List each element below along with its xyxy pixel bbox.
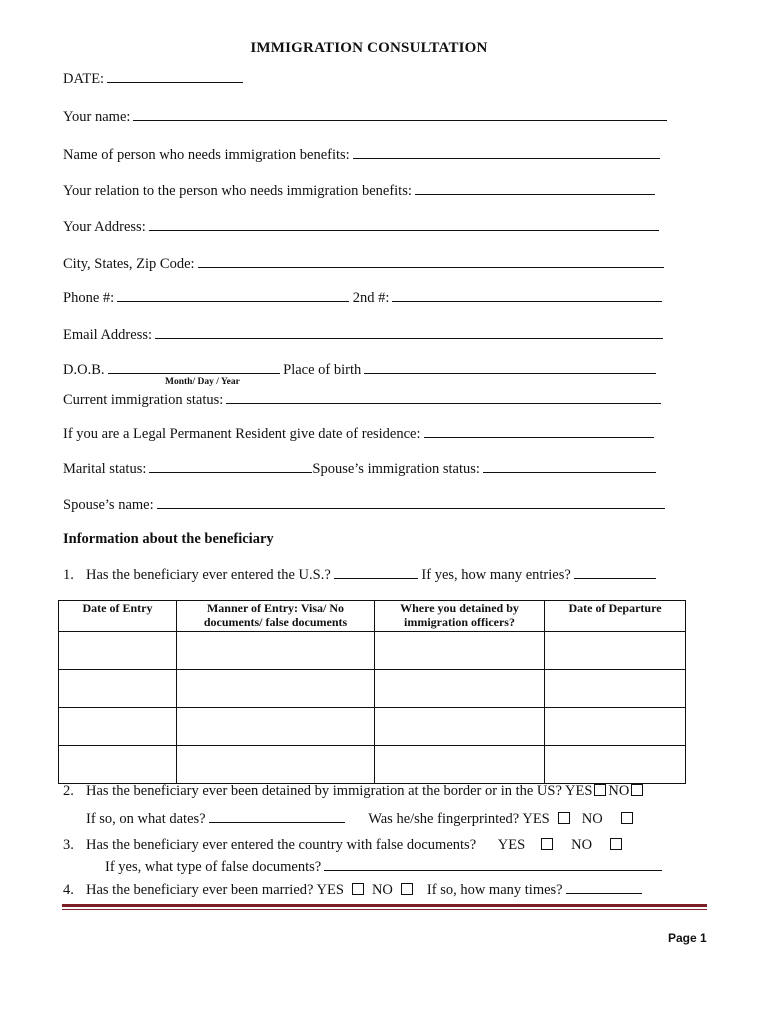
- q2-text: Has the beneficiary ever been detained by immigration at the border or in the US?: [86, 783, 562, 799]
- table-cell[interactable]: [545, 632, 686, 670]
- q3-no-label: NO: [571, 837, 593, 853]
- q4-number: 4.: [63, 882, 74, 898]
- col-date-of-departure: Date of Departure: [545, 601, 686, 632]
- table-cell[interactable]: [177, 746, 375, 784]
- table-cell[interactable]: [177, 632, 375, 670]
- table-cell[interactable]: [375, 632, 545, 670]
- q2-fp-no-label: NO: [581, 811, 603, 827]
- q4-text: Has the beneficiary ever been married?: [86, 882, 314, 898]
- question-4: [63, 881, 642, 899]
- q4-times-field[interactable]: [566, 881, 642, 894]
- q4-no-label: NO: [371, 882, 393, 898]
- address-field[interactable]: [149, 218, 659, 231]
- question-3: [63, 837, 624, 854]
- q3-no-checkbox[interactable]: [610, 838, 622, 850]
- page-number: Page 1: [668, 931, 707, 945]
- q2-number: 2.: [63, 783, 74, 799]
- dob-hint: Month/ Day / Year: [165, 377, 240, 387]
- place-of-birth-field[interactable]: [364, 361, 656, 374]
- q4-yes-label: YES: [316, 882, 344, 898]
- table-cell[interactable]: [59, 746, 177, 784]
- beneficiary-name-label: Name of person who needs immigration benefits:: [63, 147, 350, 163]
- place-of-birth-label: Place of birth: [283, 362, 362, 378]
- col-manner-of-entry: Manner of Entry: Visa/ No documents/ false documents: [177, 601, 375, 632]
- q2-fingerprint-label: Was he/she fingerprinted?: [368, 811, 520, 827]
- q4-no-checkbox[interactable]: [401, 883, 413, 895]
- table-cell[interactable]: [59, 670, 177, 708]
- section-title: Information about the beneficiary: [63, 531, 274, 547]
- marital-row: [63, 460, 656, 478]
- q2-yes-label: YES: [565, 783, 593, 799]
- beneficiary-name-field[interactable]: [353, 146, 660, 159]
- city-field[interactable]: [198, 255, 664, 268]
- dob-row: [63, 361, 656, 379]
- q1-field[interactable]: [334, 566, 418, 579]
- table-header-row: [59, 601, 686, 632]
- current-status-row: [63, 391, 661, 409]
- footer-rule-thin: [62, 909, 707, 910]
- address-row: [63, 218, 659, 236]
- q2-dates-field[interactable]: [209, 810, 345, 823]
- question-2-followup: [86, 810, 635, 828]
- question-2: [63, 783, 645, 800]
- current-status-label: Current immigration status:: [63, 392, 224, 408]
- lpr-label: If you are a Legal Permanent Resident give date of residence:: [63, 426, 421, 442]
- q1-entries-field[interactable]: [574, 566, 656, 579]
- q3-text: Has the beneficiary ever entered the country with false documents?: [86, 837, 477, 853]
- q4-times-label: If so, how many times?: [426, 882, 563, 898]
- table-row: [59, 746, 686, 784]
- table-cell[interactable]: [375, 708, 545, 746]
- table-row: [59, 708, 686, 746]
- lpr-row: [63, 425, 654, 443]
- question-3-followup: [105, 858, 662, 876]
- relation-field[interactable]: [415, 182, 655, 195]
- phone-row: [63, 289, 662, 307]
- spouse-name-label: Spouse’s name:: [63, 497, 154, 513]
- dob-label: D.O.B.: [63, 362, 105, 378]
- q1-text: Has the beneficiary ever entered the U.S.?: [86, 567, 331, 583]
- question-1: [63, 566, 656, 584]
- table-row: [59, 632, 686, 670]
- q3-yes-label: YES: [497, 837, 526, 853]
- entries-table: [58, 600, 686, 784]
- q4-yes-checkbox[interactable]: [352, 883, 364, 895]
- spouse-status-field[interactable]: [483, 460, 656, 473]
- your-name-row: [63, 108, 667, 126]
- email-label: Email Address:: [63, 327, 153, 343]
- date-row: [63, 70, 243, 88]
- spouse-name-field[interactable]: [157, 496, 665, 509]
- q2-no-checkbox[interactable]: [631, 784, 643, 796]
- relation-row: [63, 182, 655, 200]
- q3-number: 3.: [63, 837, 74, 853]
- table-cell[interactable]: [375, 670, 545, 708]
- dob-field[interactable]: [108, 361, 280, 374]
- q2-fp-yes-checkbox[interactable]: [558, 812, 570, 824]
- q2-dates-label: If so, on what dates?: [86, 811, 206, 827]
- q3-yes-checkbox[interactable]: [541, 838, 553, 850]
- table-cell[interactable]: [59, 632, 177, 670]
- q1-followup: If yes, how many entries?: [421, 567, 571, 583]
- city-label: City, States, Zip Code:: [63, 256, 195, 272]
- col-date-of-entry: Date of Entry: [59, 601, 177, 632]
- lpr-field[interactable]: [424, 425, 654, 438]
- table-cell[interactable]: [545, 746, 686, 784]
- table-cell[interactable]: [177, 708, 375, 746]
- col-detained: Where you detained by immigration officers?: [375, 601, 545, 632]
- q2-fp-no-checkbox[interactable]: [621, 812, 633, 824]
- q3-type-label: If yes, what type of false documents?: [105, 859, 322, 875]
- table-row: [59, 670, 686, 708]
- relation-label: Your relation to the person who needs immigration benefits:: [63, 183, 412, 199]
- phone-label: Phone #:: [63, 290, 115, 306]
- phone-field[interactable]: [117, 289, 349, 302]
- q3-type-field[interactable]: [324, 858, 662, 871]
- email-row: [63, 326, 663, 344]
- table-cell[interactable]: [177, 670, 375, 708]
- email-field[interactable]: [155, 326, 663, 339]
- page-title: IMMIGRATION CONSULTATION: [250, 40, 488, 56]
- address-label: Your Address:: [63, 219, 146, 235]
- marital-status-field[interactable]: [149, 460, 312, 473]
- phone2-field[interactable]: [392, 289, 662, 302]
- q1-number: 1.: [63, 567, 74, 583]
- table-cell[interactable]: [375, 746, 545, 784]
- phone2-label: 2nd #:: [352, 290, 390, 306]
- spouse-status-label: Spouse’s immigration status:: [312, 461, 480, 477]
- marital-status-label: Marital status:: [63, 461, 147, 477]
- q2-fp-yes-label: YES: [522, 811, 550, 827]
- footer-rule: [62, 904, 707, 907]
- table-cell[interactable]: [59, 708, 177, 746]
- beneficiary-name-row: [63, 146, 660, 164]
- date-field[interactable]: [107, 70, 243, 83]
- date-label: DATE:: [63, 71, 105, 87]
- your-name-label: Your name:: [63, 109, 131, 125]
- spouse-name-row: [63, 496, 665, 514]
- table-cell[interactable]: [545, 670, 686, 708]
- your-name-field[interactable]: [133, 108, 667, 121]
- city-row: [63, 255, 664, 273]
- table-cell[interactable]: [545, 708, 686, 746]
- q2-yes-checkbox[interactable]: [594, 784, 606, 796]
- current-status-field[interactable]: [226, 391, 661, 404]
- q2-no-label: NO: [608, 783, 630, 799]
